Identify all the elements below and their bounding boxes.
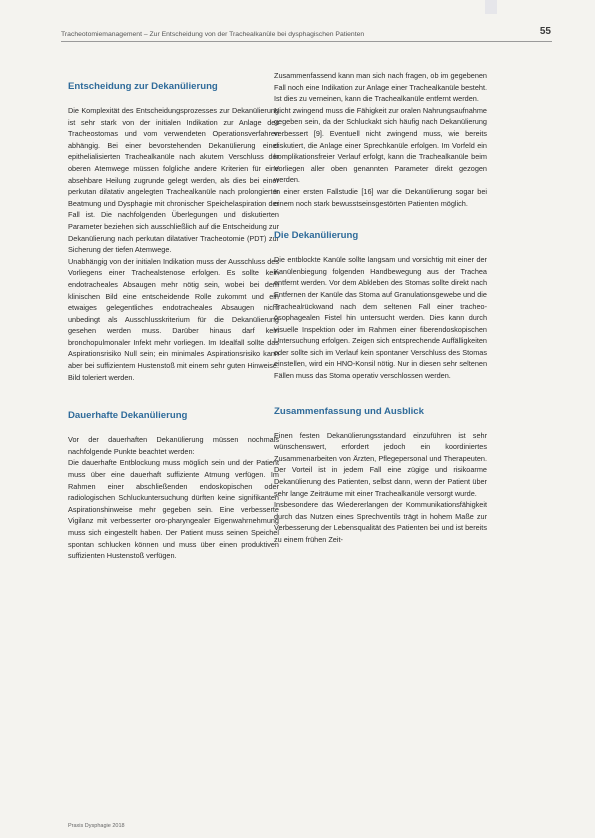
- section-heading-dekanuelierung: Die Dekanülierung: [274, 230, 359, 242]
- running-header: Tracheotomiemanagement – Zur Entscheidung von der Trachealkanüle bei dysphagischen Patienten: [61, 31, 552, 42]
- paragraph: Unabhängig von der initialen Indikation muss der Ausschluss des Vorliegens einer Trachealstenose erfolgen. Es sollte kein endotracheales Absaugen mehr nötig sein, wobei bei dem klinischen Bild eine entscheidende Rolle zukommt und ein etwaiges gelegentliches endotracheales Absaugen nicht unbedingt als Ausschlusskriterium für die Dekanülierung gesehen werden muss. Darüber hinaus darf kein bronchopulmonaler Infekt mehr vorliegen. Im Idealfall sollte das Aspirationsrisiko Null sein; ein minimales Aspirationsrisiko kann aber bei suffizientem Hustenstoß mit einem sehr guten Hinweise. Bild toleriert werden.: [68, 256, 279, 382]
- paragraph: Einen festen Dekanülierungsstandard einzuführen ist sehr wünschenswert, erfordert jedoch ein koordiniertes Zusammenarbeiten von Ärzten, Pflegepersonal und Therapeuten. Der Vorteil ist in jedem Fall eine zügige und risikoarme Dekanülierung des Patienten, selbst dann, wenn der Patient über sehr lange Zeiträume mit einer Trachealkanüle versorgt wurde.: [274, 430, 487, 498]
- paragraph: Die entblockte Kanüle sollte langsam und vorsichtig mit einer der Kanülenbiegung folgenden Handbewegung aus der Trachea entfernt werden. Vor dem Abkleben des Stomas sollte direkt nach Entfernen der Kanüle das Stoma auf Granulationsgewebe und die Trachealrückwand nach dem seltenen Fall einer tracheo-ösophagealen Fistel hin untersucht werden. Dies kann durch visuelle Inspektion oder im Rahmen einer fiberendoskopischen Untersuchung erfolgen. Zeigen sich entsprechende Auffälligkeiten oder sollte sich im Verlauf kein spontaner Verschluss des Stomas einstellen, wird ein HNO-Konsil nötig. Nur in diesen sehr seltenen Fällen muss das Stoma operativ verschlossen werden.: [274, 255, 487, 381]
- section-heading-entscheidung: Entscheidung zur Dekanülierung: [68, 81, 218, 92]
- paragraph: Die Komplexität des Entscheidungsprozesses zur Dekanülierung ist sehr stark von der initialen Indikation zur Anlage des Tracheostomas und vom verwendeten Operationsverfahren abhängig. Bei einer bevorstehenden Dekanülierung einer epithelialisierten Trachealkanüle nach akutem Verschluss der oberen Atemwege müssen folgliche andere Kriterien für eine absehbare Heilung zugrunde gelegt werden, als dies bei einer perkutan dilatativ angelegten Trachealkanüle nach prolongierter Beatmung und Dysphagie mit chronischer Speichelaspiration der Fall ist. Die nachfolgenden Überlegungen und diskutierten Parameter beziehen sich ausschließlich auf die Entscheidung zur Dekanülierung nach perkutan dilatativer Tracheotomie (PDT) zur Sicherung der tiefen Atemwege.: [68, 106, 279, 255]
- paragraph: Die dauerhafte Entblockung muss möglich sein und der Patient muss über eine dauerhaft suffiziente Atmung verfügen. Im Rahmen einer abschließenden endoskopischen oder radiologischen Schluckuntersuchung dürften keine signifikanten Aspirationshinweise mehr gegeben sein. Eine verbesserte Vigilanz mit verbesserter oro-pharyngealer Eigenwahrnehmung muss sich eingestellt haben. Der Patient muss seinen Speichel spontan schlucken können und muss über einen produktiven suffizienten Hustenstoß verfügen.: [68, 458, 279, 561]
- left-column: [68, 70, 279, 562]
- paragraph: Insbesondere das Wiedererlangen der Kommunikationsfähigkeit durch das Nutzen eines Sprechventils trägt in hohem Maße zur Verbesserung der Lebensqualität des Patienten bei und ist bereits zu einem frühen Zeit-: [274, 500, 487, 544]
- page-footer: Praxis Dysphagie 2018: [68, 823, 125, 829]
- paragraph: Vor der dauerhaften Dekanülierung müssen nochmals nachfolgende Punkte beachtet werden:: [68, 435, 279, 456]
- paragraph: In einer ersten Fallstudie [16] war die Dekanülierung sogar bei einem noch stark bewusstseinsgestörten Patienten möglich.: [274, 186, 487, 208]
- scan-mark: [485, 0, 497, 14]
- section-heading-dauerhafte: Dauerhafte Dekanülierung: [68, 410, 188, 422]
- page-number: 55: [539, 26, 551, 37]
- right-column: [274, 70, 487, 546]
- paragraph: Zusammenfassend kann man sich nach fragen, ob im gegebenen Fall noch eine Indikation zur Anlage einer Trachealkanüle besteht. Ist dies zu verneinen, kann die Trachealkanüle entfernt werden.: [274, 71, 487, 104]
- section-heading-zusammenfassung: Zusammenfassung und Ausblick: [274, 405, 424, 417]
- paragraph: Nicht zwingend muss die Fähigkeit zur oralen Nahrungsaufnahme gegeben sein, da der Schluckakt sich häufig nach Dekanülierung verbessert [9]. Eventuell nicht zwingend muss, wie bereits diskutiert, die Anlage einer Sprechkanüle erfolgen. Im Vorfeld ein komplikationsfreier Verlauf erfolgt, kann die Trachealkanüle beim Vorliegen aller oben genannten Parameter direkt gezogen werden.: [274, 105, 487, 185]
